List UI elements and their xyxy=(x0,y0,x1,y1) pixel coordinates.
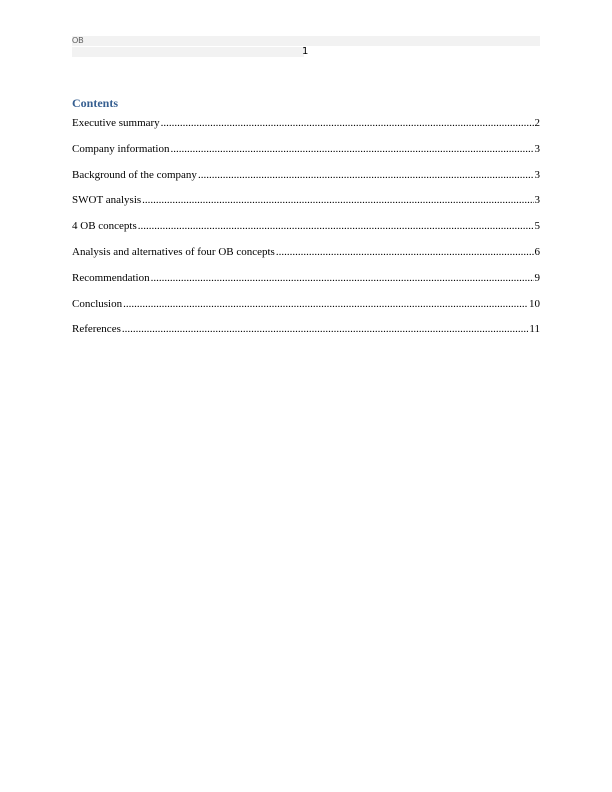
toc-dot-leader xyxy=(161,116,534,130)
toc-entry-page: 11 xyxy=(529,323,540,336)
page-number: 1 xyxy=(302,46,309,57)
toc-dot-leader xyxy=(276,245,534,259)
toc-entry-title: Recommendation xyxy=(72,271,150,284)
toc-entry-page: 6 xyxy=(534,245,540,258)
toc-entry-conclusion[interactable] xyxy=(72,297,540,323)
toc-entry-title: Analysis and alternatives of four OB concepts xyxy=(72,245,275,258)
toc-entry-title: Executive summary xyxy=(72,117,160,129)
toc-entry-title: Conclusion xyxy=(72,297,123,310)
toc-heading: Contents xyxy=(72,96,119,110)
toc-entry-company-information[interactable] xyxy=(72,142,540,168)
toc-dot-leader xyxy=(142,193,533,207)
toc-dot-leader xyxy=(122,322,529,336)
toc-entry-title: Background of the company xyxy=(72,168,197,181)
toc-entry-references[interactable] xyxy=(72,322,540,348)
toc-entry-background[interactable] xyxy=(72,168,540,194)
toc-dot-leader xyxy=(123,297,528,311)
page-number-field-background xyxy=(72,47,304,57)
toc-entry-analysis-alternatives[interactable] xyxy=(72,245,540,271)
toc-entry-page: 2 xyxy=(534,117,540,129)
toc-entry-page: 3 xyxy=(534,194,540,207)
toc-dot-leader xyxy=(170,142,533,156)
toc-entry-executive-summary[interactable] xyxy=(72,116,540,142)
toc-entry-title: SWOT analysis xyxy=(72,194,142,207)
toc-dot-leader xyxy=(198,168,534,182)
toc-entry-page: 5 xyxy=(534,220,540,233)
toc-entry-title: References xyxy=(72,323,121,336)
toc-entry-page: 9 xyxy=(534,271,540,284)
header-title: OB xyxy=(72,36,84,45)
toc-entry-page: 3 xyxy=(534,168,540,181)
toc-entry-ob-concepts[interactable] xyxy=(72,219,540,245)
toc-dot-leader xyxy=(138,219,534,233)
toc-entry-title: 4 OB concepts xyxy=(72,220,137,233)
toc-entry-title: Company information xyxy=(72,142,170,155)
toc-entry-swot-analysis[interactable] xyxy=(72,193,540,219)
table-of-contents xyxy=(72,116,540,348)
header-field-background xyxy=(72,36,540,46)
toc-entry-recommendation[interactable] xyxy=(72,271,540,297)
toc-dot-leader xyxy=(151,271,534,285)
toc-entry-page: 10 xyxy=(529,297,540,310)
toc-entry-page: 3 xyxy=(534,142,540,155)
